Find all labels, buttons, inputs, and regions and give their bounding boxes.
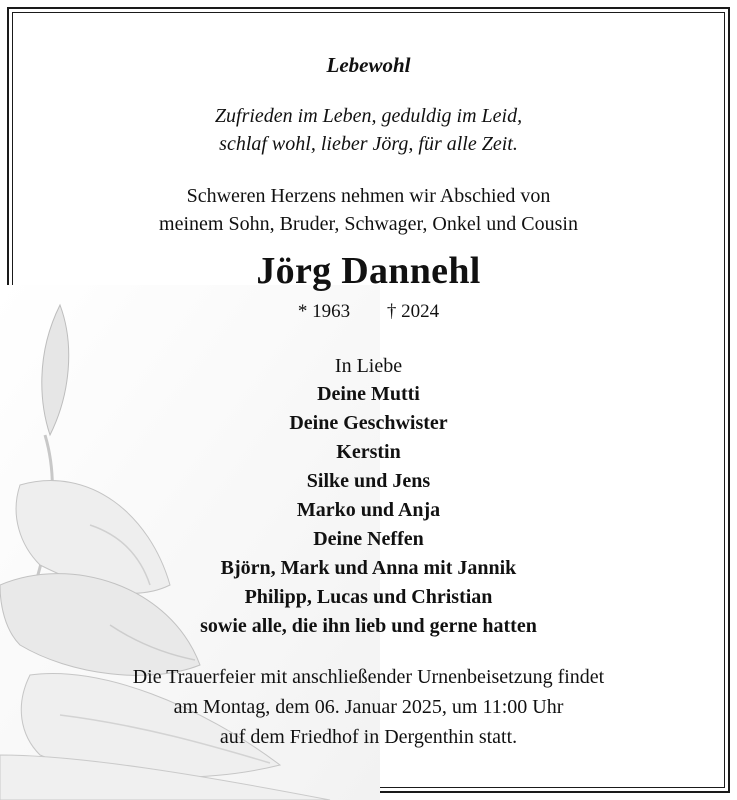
funeral-line-1: Die Trauerfeier mit anschließender Urnenbeisetzung findet bbox=[132, 666, 605, 688]
deceased-name: Jörg Dannehl bbox=[256, 250, 481, 292]
family-line: sowie alle, die ihn lieb und gerne hatten bbox=[200, 615, 537, 637]
funeral-line-2: am Montag, dem 06. Januar 2025, um 11:00 Uhr bbox=[173, 696, 564, 718]
family-line: Deine Geschwister bbox=[289, 412, 448, 434]
family-line: Deine Mutti bbox=[317, 383, 420, 405]
family-line: Kerstin bbox=[336, 441, 401, 463]
funeral-line-3: auf dem Friedhof in Dergenthin statt. bbox=[219, 726, 518, 748]
intro-line-1: Schweren Herzens nehmen wir Abschied von bbox=[186, 185, 551, 207]
family-line: Björn, Mark und Anna mit Jannik bbox=[220, 557, 517, 579]
family-line: Marko und Anja bbox=[296, 499, 441, 521]
verse-line-1: Zufrieden im Leben, geduldig im Leid, bbox=[214, 105, 523, 127]
notice-title: Lebewohl bbox=[326, 53, 411, 77]
intro-line-2: meinem Sohn, Bruder, Schwager, Onkel und Cousin bbox=[159, 213, 578, 235]
family-line: Deine Neffen bbox=[313, 528, 424, 550]
birth-year: * 1963 bbox=[297, 301, 351, 322]
life-dates bbox=[0, 301, 737, 323]
verse-line-2: schlaf wohl, lieber Jörg, für alle Zeit. bbox=[219, 133, 518, 155]
family-line: Philipp, Lucas und Christian bbox=[244, 586, 493, 608]
death-year: † 2024 bbox=[386, 301, 440, 322]
family-line: Silke und Jens bbox=[306, 470, 431, 492]
in-love-line: In Liebe bbox=[334, 355, 403, 377]
